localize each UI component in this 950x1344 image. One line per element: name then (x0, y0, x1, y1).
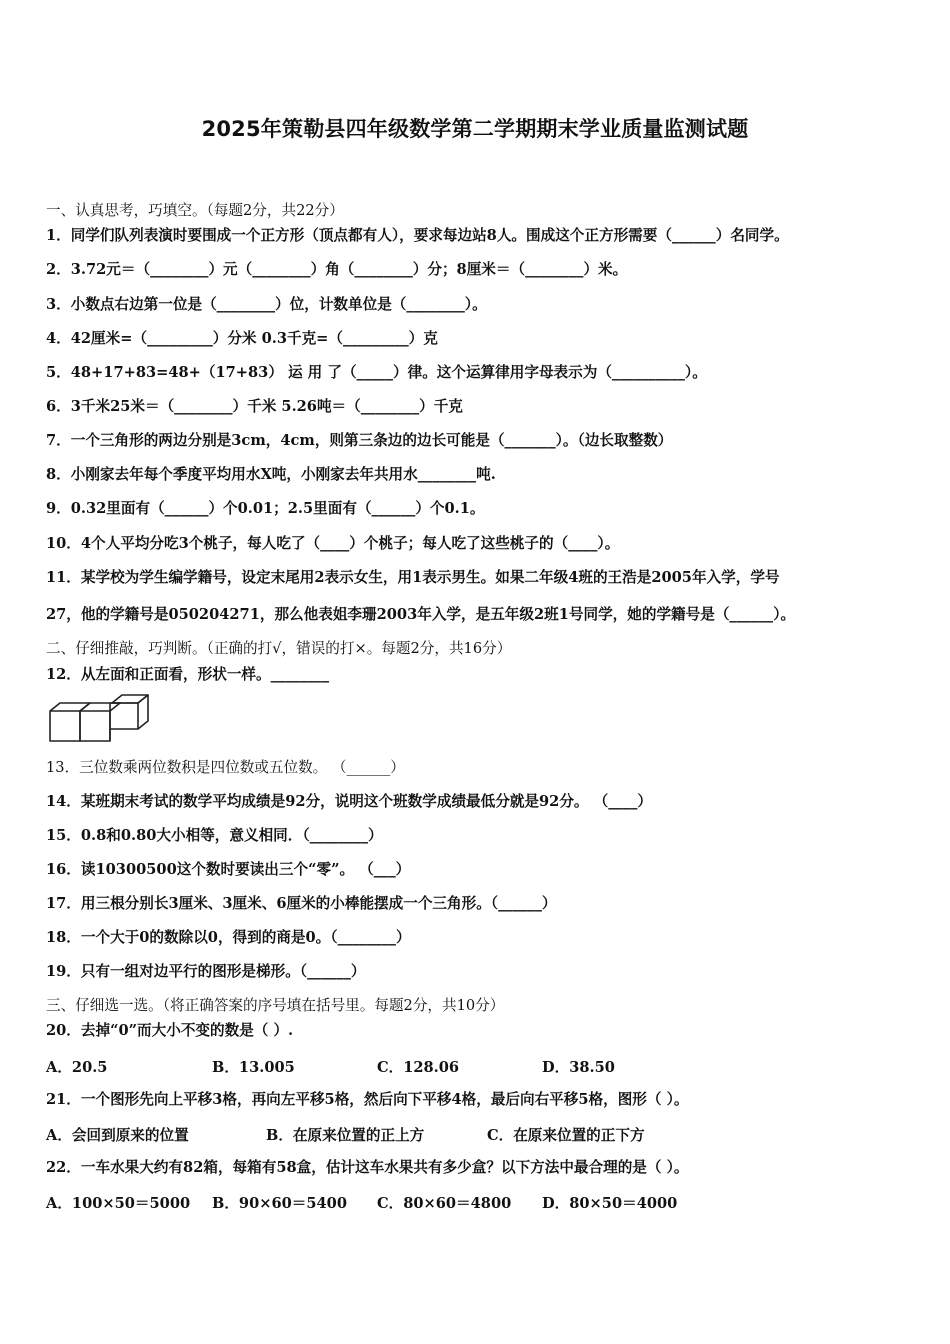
question-5: 5．48+17+83=48+（17+83） 运 用 了（_____）律。这个运算律用字母表示为（__________）。 (46, 364, 707, 381)
question-4: 4．42厘米=（_________）分米 0.3千克=（_________）克 (46, 330, 438, 347)
question-13: 13．三位数乘两位数积是四位数或五位数。 （______） (46, 759, 405, 776)
question-19: 19．只有一组对边平行的图形是梯形。（______） (46, 963, 366, 980)
option-c: C．在原来位置的正下方 (487, 1127, 645, 1144)
option-b: B．90×60＝5400 (212, 1195, 347, 1212)
question-11-line-1: 11．某学校为学生编学籍号，设定末尾用2表示女生，用1表示男生。如果二年级4班的王浩是2005年入学，学号 (46, 569, 780, 586)
question-20: 20．去掉“0”而大小不变的数是（ ）. (46, 1022, 294, 1039)
option-c: C．128.06 (377, 1059, 460, 1076)
cube-front-left (50, 711, 80, 741)
question-15: 15．0.8和0.80大小相等，意义相同．（________） (46, 827, 383, 844)
section-heading-3: 三、仔细选一选。（将正确答案的序号填在括号里。每题2分，共10分） (46, 997, 505, 1014)
question-6: 6．3千米25米＝（________）千米 5.26吨＝（________）千克 (46, 398, 463, 415)
option-d: D．38.50 (542, 1059, 615, 1076)
option-b: B．在原来位置的正上方 (266, 1127, 425, 1144)
question-3: 3．小数点右边第一位是（________）位，计数单位是（________）。 (46, 296, 487, 313)
section-heading-2: 二、仔细推敲，巧判断。（正确的打√，错误的打×。每题2分，共16分） (46, 640, 512, 657)
section-heading-1: 一、认真思考，巧填空。（每题2分，共22分） (46, 202, 344, 219)
question-22: 22．一车水果大约有82箱，每箱有58盒，估计这车水果共有多少盒？以下方法中最合理的是（ ）。 (46, 1159, 689, 1176)
question-8: 8．小刚家去年每个季度平均用水X吨，小刚家去年共用水________吨. (46, 466, 496, 483)
question-2: 2．3.72元＝（________）元（________）角（________）分；8厘米＝（________）米。 (46, 261, 628, 278)
option-c: C．80×60＝4800 (377, 1195, 512, 1212)
question-11-line-2: 27，他的学籍号是050204271，那么他表姐李珊2003年入学，是五年级2班1号同学，她的学籍号是（______）。 (46, 606, 796, 623)
question-21: 21．一个图形先向上平移3格，再向左平移5格，然后向下平移4格，最后向右平移5格，图形（ ）。 (46, 1091, 689, 1108)
cube-top-face-middle (80, 703, 120, 711)
question-9: 9．0.32里面有（______）个0.01；2.5里面有（______）个0.1。 (46, 500, 485, 517)
option-a: A．20.5 (46, 1059, 108, 1076)
option-b: B．13.005 (212, 1059, 295, 1076)
question-16: 16．读10300500这个数时要读出三个“零”。 （___） (46, 861, 411, 878)
cube-front-middle (80, 711, 110, 741)
question-18: 18．一个大于0的数除以0，得到的商是0。（________） (46, 929, 411, 946)
question-1: 1．同学们队列表演时要围成一个正方形（顶点都有人），要求每边站8人。围成这个正方形需要（______）名同学。 (46, 227, 789, 244)
question-17: 17．用三根分别长3厘米、3厘米、6厘米的小棒能摆成一个三角形。（______） (46, 895, 557, 912)
question-14: 14．某班期末考试的数学平均成绩是92分，说明这个班数学成绩最低分就是92分。 （____） (46, 793, 652, 810)
question-10: 10．4个人平均分吃3个桃子，每人吃了（____）个桃子；每人吃了这些桃子的（____）。 (46, 535, 620, 552)
cube-figure (48, 694, 152, 744)
page-title: 2025年策勒县四年级数学第二学期期末学业质量监测试题 (201, 117, 749, 141)
option-a: A．100×50＝5000 (46, 1195, 191, 1212)
option-d: D．80×50＝4000 (542, 1195, 678, 1212)
question-12: 12．从左面和正面看，形状一样。________ (46, 666, 329, 683)
option-a: A．会回到原来的位置 (46, 1127, 189, 1144)
cube-side-face-right (138, 695, 148, 729)
question-7: 7．一个三角形的两边分别是3cm，4cm，则第三条边的边长可能是（_______）。（边长取整数） (46, 432, 673, 449)
